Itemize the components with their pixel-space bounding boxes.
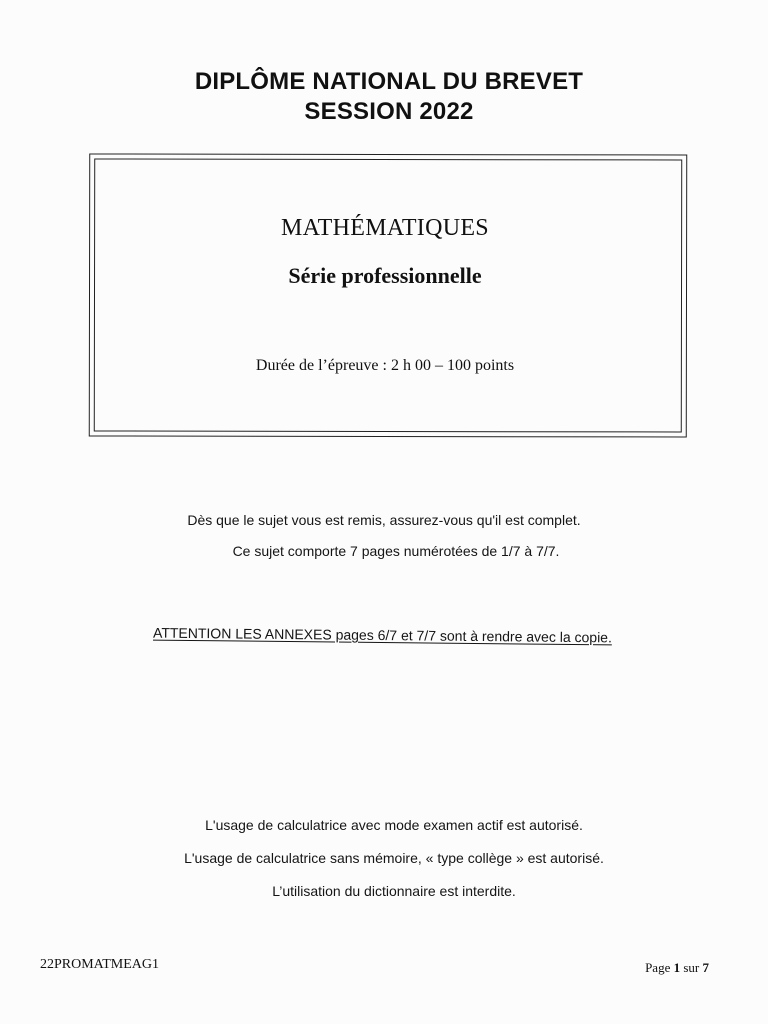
calculator-college-rule: L'usage de calculatrice sans mémoire, « type collège » est autorisé.: [184, 850, 604, 866]
page-count-instruction: Ce sujet comporte 7 pages numérotées de 1/7 à 7/7.: [232, 543, 560, 559]
subject-frame: [89, 153, 687, 437]
exam-duration: Durée de l’épreuve : 2 h 00 – 100 points: [255, 357, 515, 374]
dictionary-rule: L’utilisation du dictionnaire est interdite.: [272, 883, 516, 899]
page-total: 7: [702, 960, 709, 975]
document-code: 22PROMATMEAG1: [40, 957, 160, 972]
calculator-exam-mode-rule: L'usage de calculatrice avec mode examen actif est autorisé.: [205, 817, 583, 833]
annex-attention-notice: [0, 623, 765, 647]
subject-frame-inner-border: [94, 158, 682, 432]
diploma-title: DIPLÔME NATIONAL DU BREVET: [194, 68, 584, 95]
subject-name: MATHÉMATIQUES: [281, 215, 489, 241]
page-current: 1: [673, 960, 681, 975]
completeness-instruction: Dès que le sujet vous est remis, assurez-vous qu'il est complet.: [187, 512, 581, 528]
page-separator: sur: [683, 960, 700, 975]
page-number: [645, 960, 709, 976]
series-name: Série professionnelle: [288, 263, 482, 288]
session-title: SESSION 2022: [304, 98, 474, 125]
page-prefix: Page: [645, 960, 671, 975]
annex-attention-text: ATTENTION LES ANNEXES pages 6/7 et 7/7 sont à rendre avec la copie.: [152, 624, 612, 646]
